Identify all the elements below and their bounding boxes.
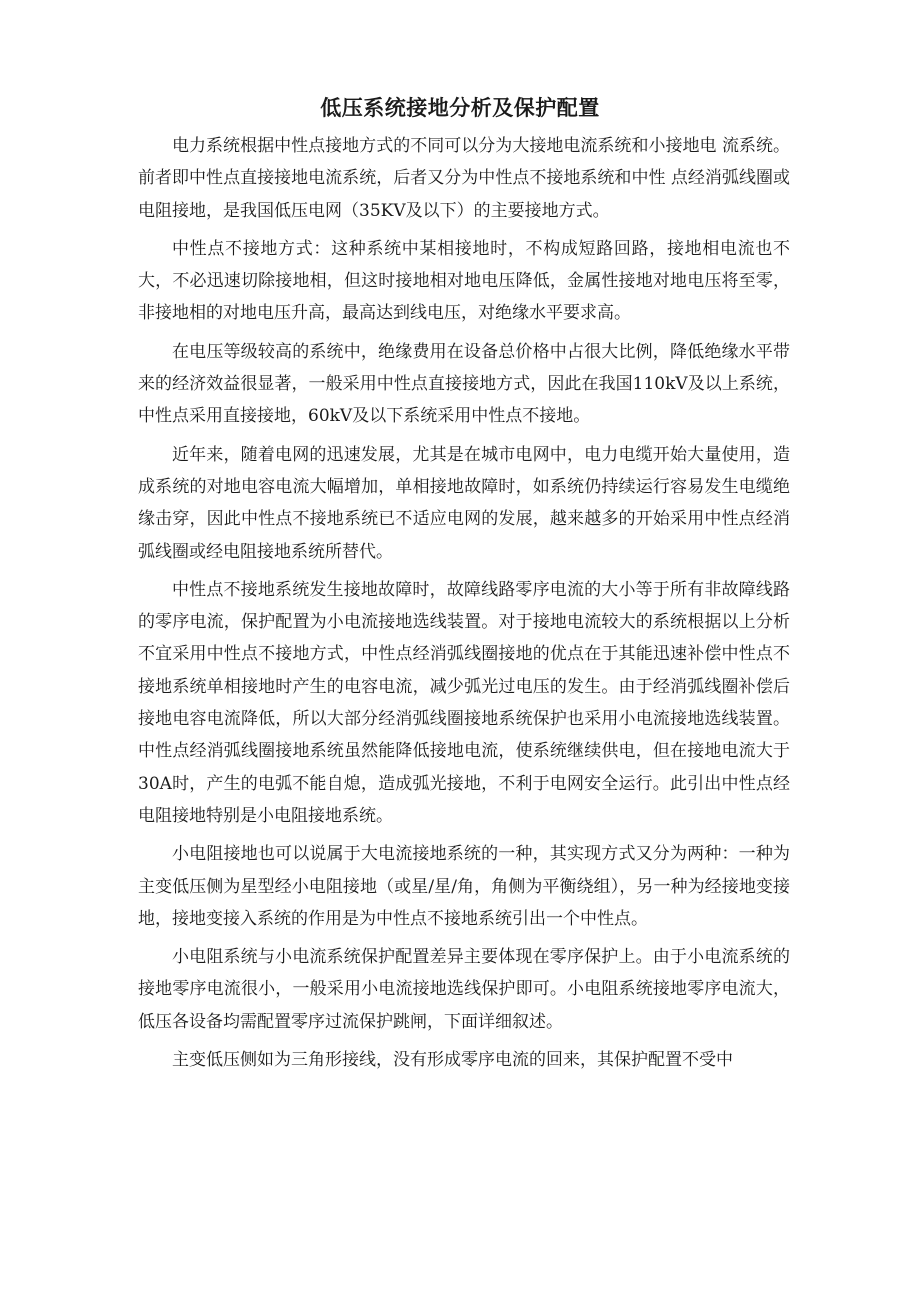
paragraph-grounding-classification: 电力系统根据中性点接地方式的不同可以分为大接地电流系统和小接地电 流系统。前者即中性点直接接地电流系统，后者又分为中性点不接地系统和中性 点经消弧线圈或电阻接地，是我国低压电网（35KV及以下）的主要接地方式。 bbox=[138, 136, 790, 221]
paragraph-protection-difference: 小电阻系统与小电流系统保护配置差异主要体现在零序保护上。由于小电流系统的接地零序电流很小，一般采用小电流接地选线保护即可。小电阻系统接地零序电流大，低压各设备均需配置零序过流保护跳闸，下面详细叙述。 bbox=[138, 947, 790, 1032]
paragraph-small-resistance-grounding bbox=[138, 838, 790, 935]
paragraph-recent-development: 近年来，随着电网的迅速发展，尤其是在城市电网中，电力电缆开始大量使用，造成系统的对地电容电流大幅增加，单相接地故障时，如系统仍持续运行容易发生电缆绝缘击穿，因此中性点不接地系统已不适应电网的发展，越来越多的开始采用中性点经消弧线圈或经电阻接地系统所替代。 bbox=[138, 444, 790, 562]
document-body bbox=[138, 130, 790, 1082]
paragraph-fault-protection: 中性点不接地系统发生接地故障时，故障线路零序电流的大小等于所有非故障线路的零序电流，保护配置为小电流接地选线装置。对于接地电流较大的系统根据以上分析不宜采用中性点不接地方式，中性点经消弧线圈接地的优点在于其能迅速补偿中性点不接地系统单相接地时产生的电容电流，减少弧光过电压的发生。由于经消弧线圈补偿后接地电容电流降低，所以大部分经消弧线圈接地系统保护也采用小电流接地选线装置。中性点经消弧线圈接地系统虽然能降低接地电流，使系统继续供电，但在接地电流大于30A时，产生的电弧不能自熄，造成弧光接地，不利于电网安全运行。此引出中性点经电阻接地特别是小电阻接地系统。 bbox=[138, 579, 790, 826]
document-title: 低压系统接地分析及保护配置 bbox=[320, 96, 600, 120]
paragraph-ungrounded-mode: 中性点不接地方式：这种系统中某相接地时，不构成短路回路，接地相电流也不大，不必迅速切除接地相，但这时接地相对地电压降低，金属性接地对地电压将至零，非接地相的对地电压升高，最高达到线电压，对绝缘水平要求高。 bbox=[138, 238, 790, 324]
paragraph-delta-connection: 主变低压侧如为三角形接线，没有形成零序电流的回来，其保护配置不受中 bbox=[172, 1050, 733, 1071]
paragraph-high-voltage-systems: 在电压等级较高的系统中，绝缘费用在设备总价格中占很大比例，降低绝缘水平带来的经济效益很显著，一般采用中性点直接接地方式，因此在我国110kV及以上系统，中性点采用直接接地，60kV及以下系统采用中性点不接地。 bbox=[138, 341, 790, 427]
paragraph-small-resistance-text: 小电阻接地也可以说属于大电流接地系统的一种，其实现方式又分为两种：一种为主变低压侧为星型经小电阻接地（或星/星/角，角侧为平衡绕组），另一种为经接地变接地，接地变接入系统的作用是为中性点不接地系统引出一个中性点。 bbox=[138, 844, 790, 929]
